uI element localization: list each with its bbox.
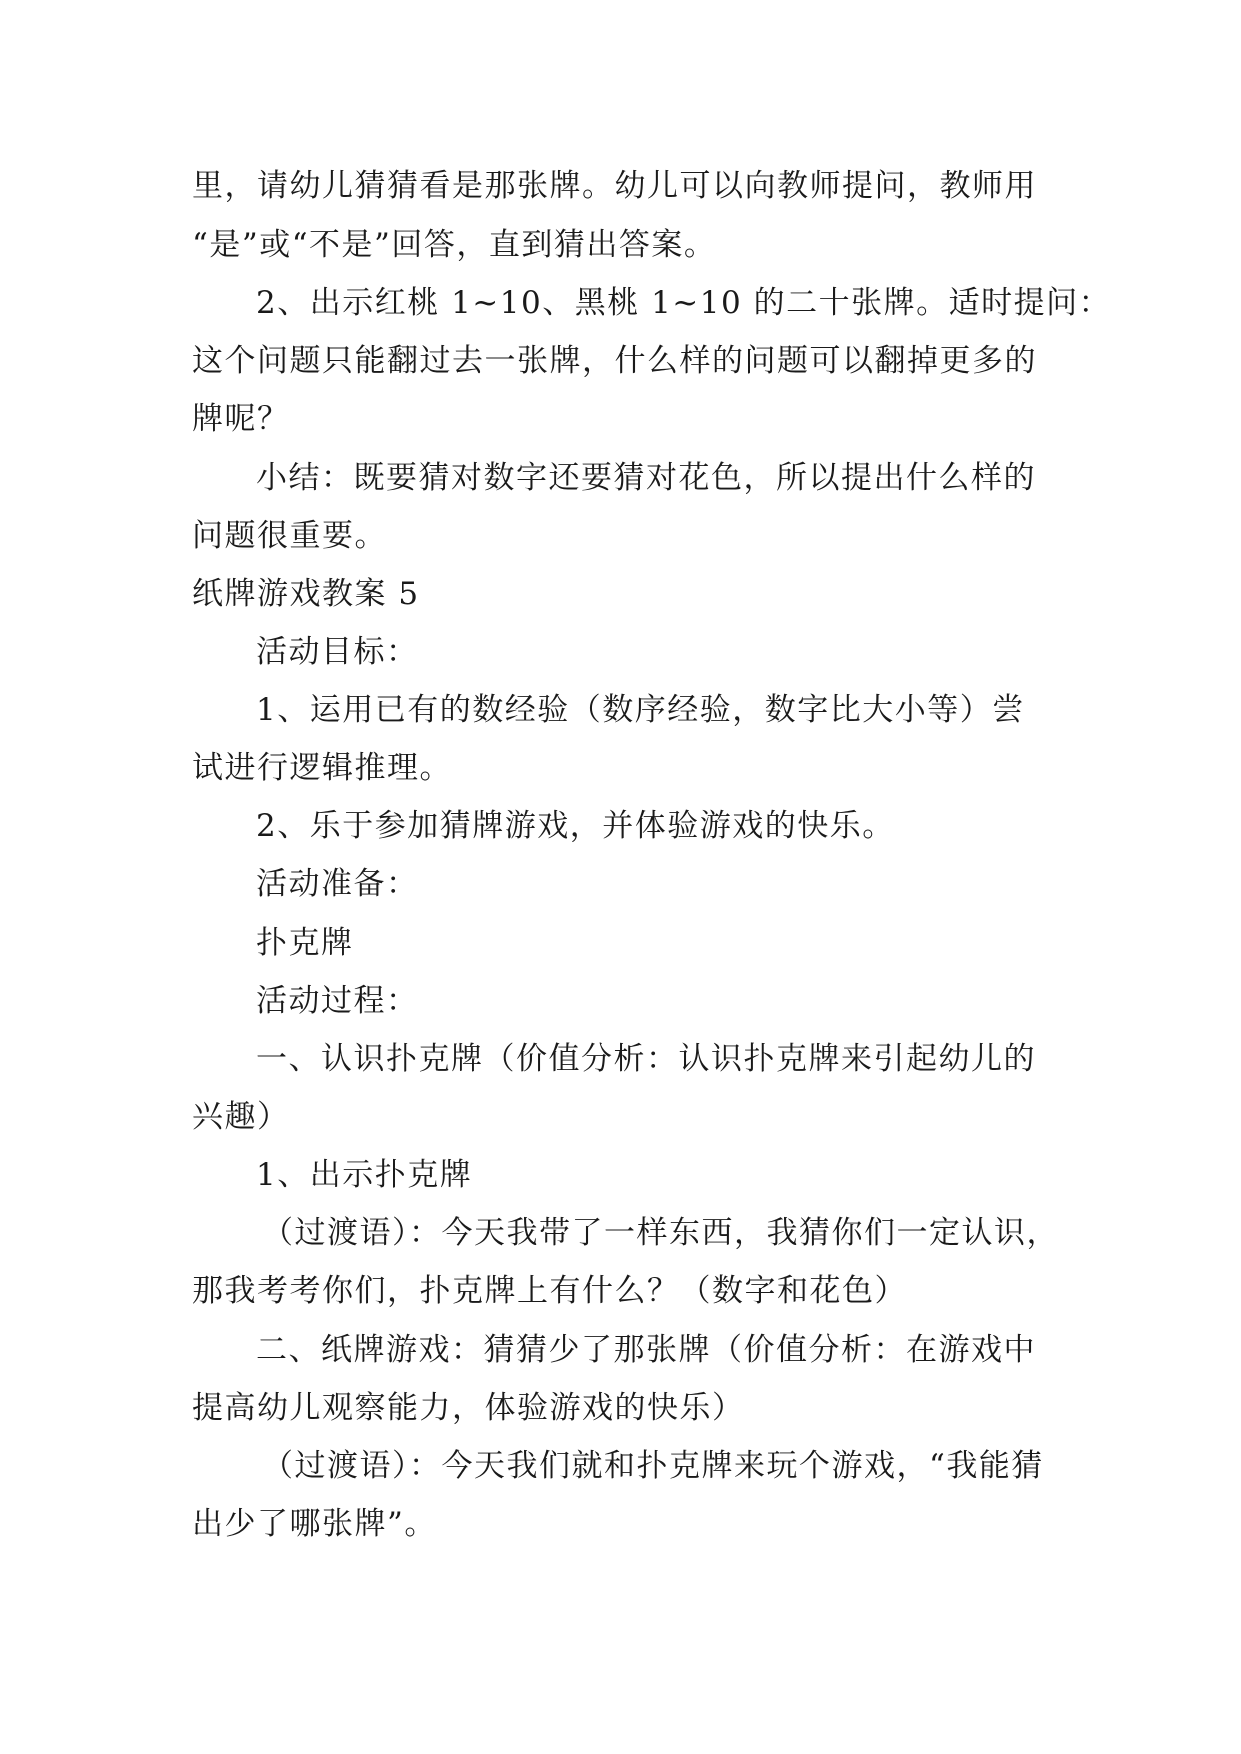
text-line: 小结：既要猜对数字还要猜对花色，所以提出什么样的 [256, 460, 1036, 496]
text-line: 1、出示扑克牌 [256, 1157, 473, 1193]
text-line: 活动过程： [256, 983, 419, 1019]
text-line: 2、出示红桃 1~10、黑桃 1~10 的二十张牌。适时提问： [256, 285, 1112, 321]
text-line: 里，请幼儿猜猜看是那张牌。幼儿可以向教师提问，教师用 [192, 168, 1037, 204]
text-line: 牌呢？ [192, 401, 290, 437]
text-line: （过渡语）：今天我们就和扑克牌来玩个游戏，“我能猜 [262, 1448, 1044, 1484]
text-line: “是”或“不是”回答，直到猜出答案。 [192, 227, 717, 263]
text-line: 活动准备： [256, 866, 419, 902]
text-line: 那我考考你们，扑克牌上有什么？（数字和花色） [192, 1273, 907, 1309]
text-line: 兴趣） [192, 1099, 290, 1135]
text-line: 1、运用已有的数经验（数序经验，数字比大小等）尝 [256, 692, 1025, 728]
text-line: 提高幼儿观察能力，体验游戏的快乐） [192, 1390, 745, 1426]
text-line: 二、纸牌游戏：猜猜少了那张牌（价值分析：在游戏中 [256, 1332, 1036, 1368]
text-line: 2、乐于参加猜牌游戏，并体验游戏的快乐。 [256, 808, 895, 844]
text-line: 出少了哪张牌”。 [192, 1506, 437, 1542]
text-line: 这个问题只能翻过去一张牌，什么样的问题可以翻掉更多的 [192, 343, 1037, 379]
section-heading: 纸牌游戏教案 5 [192, 576, 420, 612]
text-line: （过渡语）：今天我带了一样东西，我猜你们一定认识， [262, 1215, 1059, 1251]
text-line: 试进行逻辑推理。 [192, 750, 452, 786]
text-line: 一、认识扑克牌（价值分析：认识扑克牌来引起幼儿的 [256, 1041, 1036, 1077]
text-line: 问题很重要。 [192, 518, 387, 554]
text-line: 扑克牌 [256, 925, 354, 961]
text-line: 活动目标： [256, 634, 419, 670]
